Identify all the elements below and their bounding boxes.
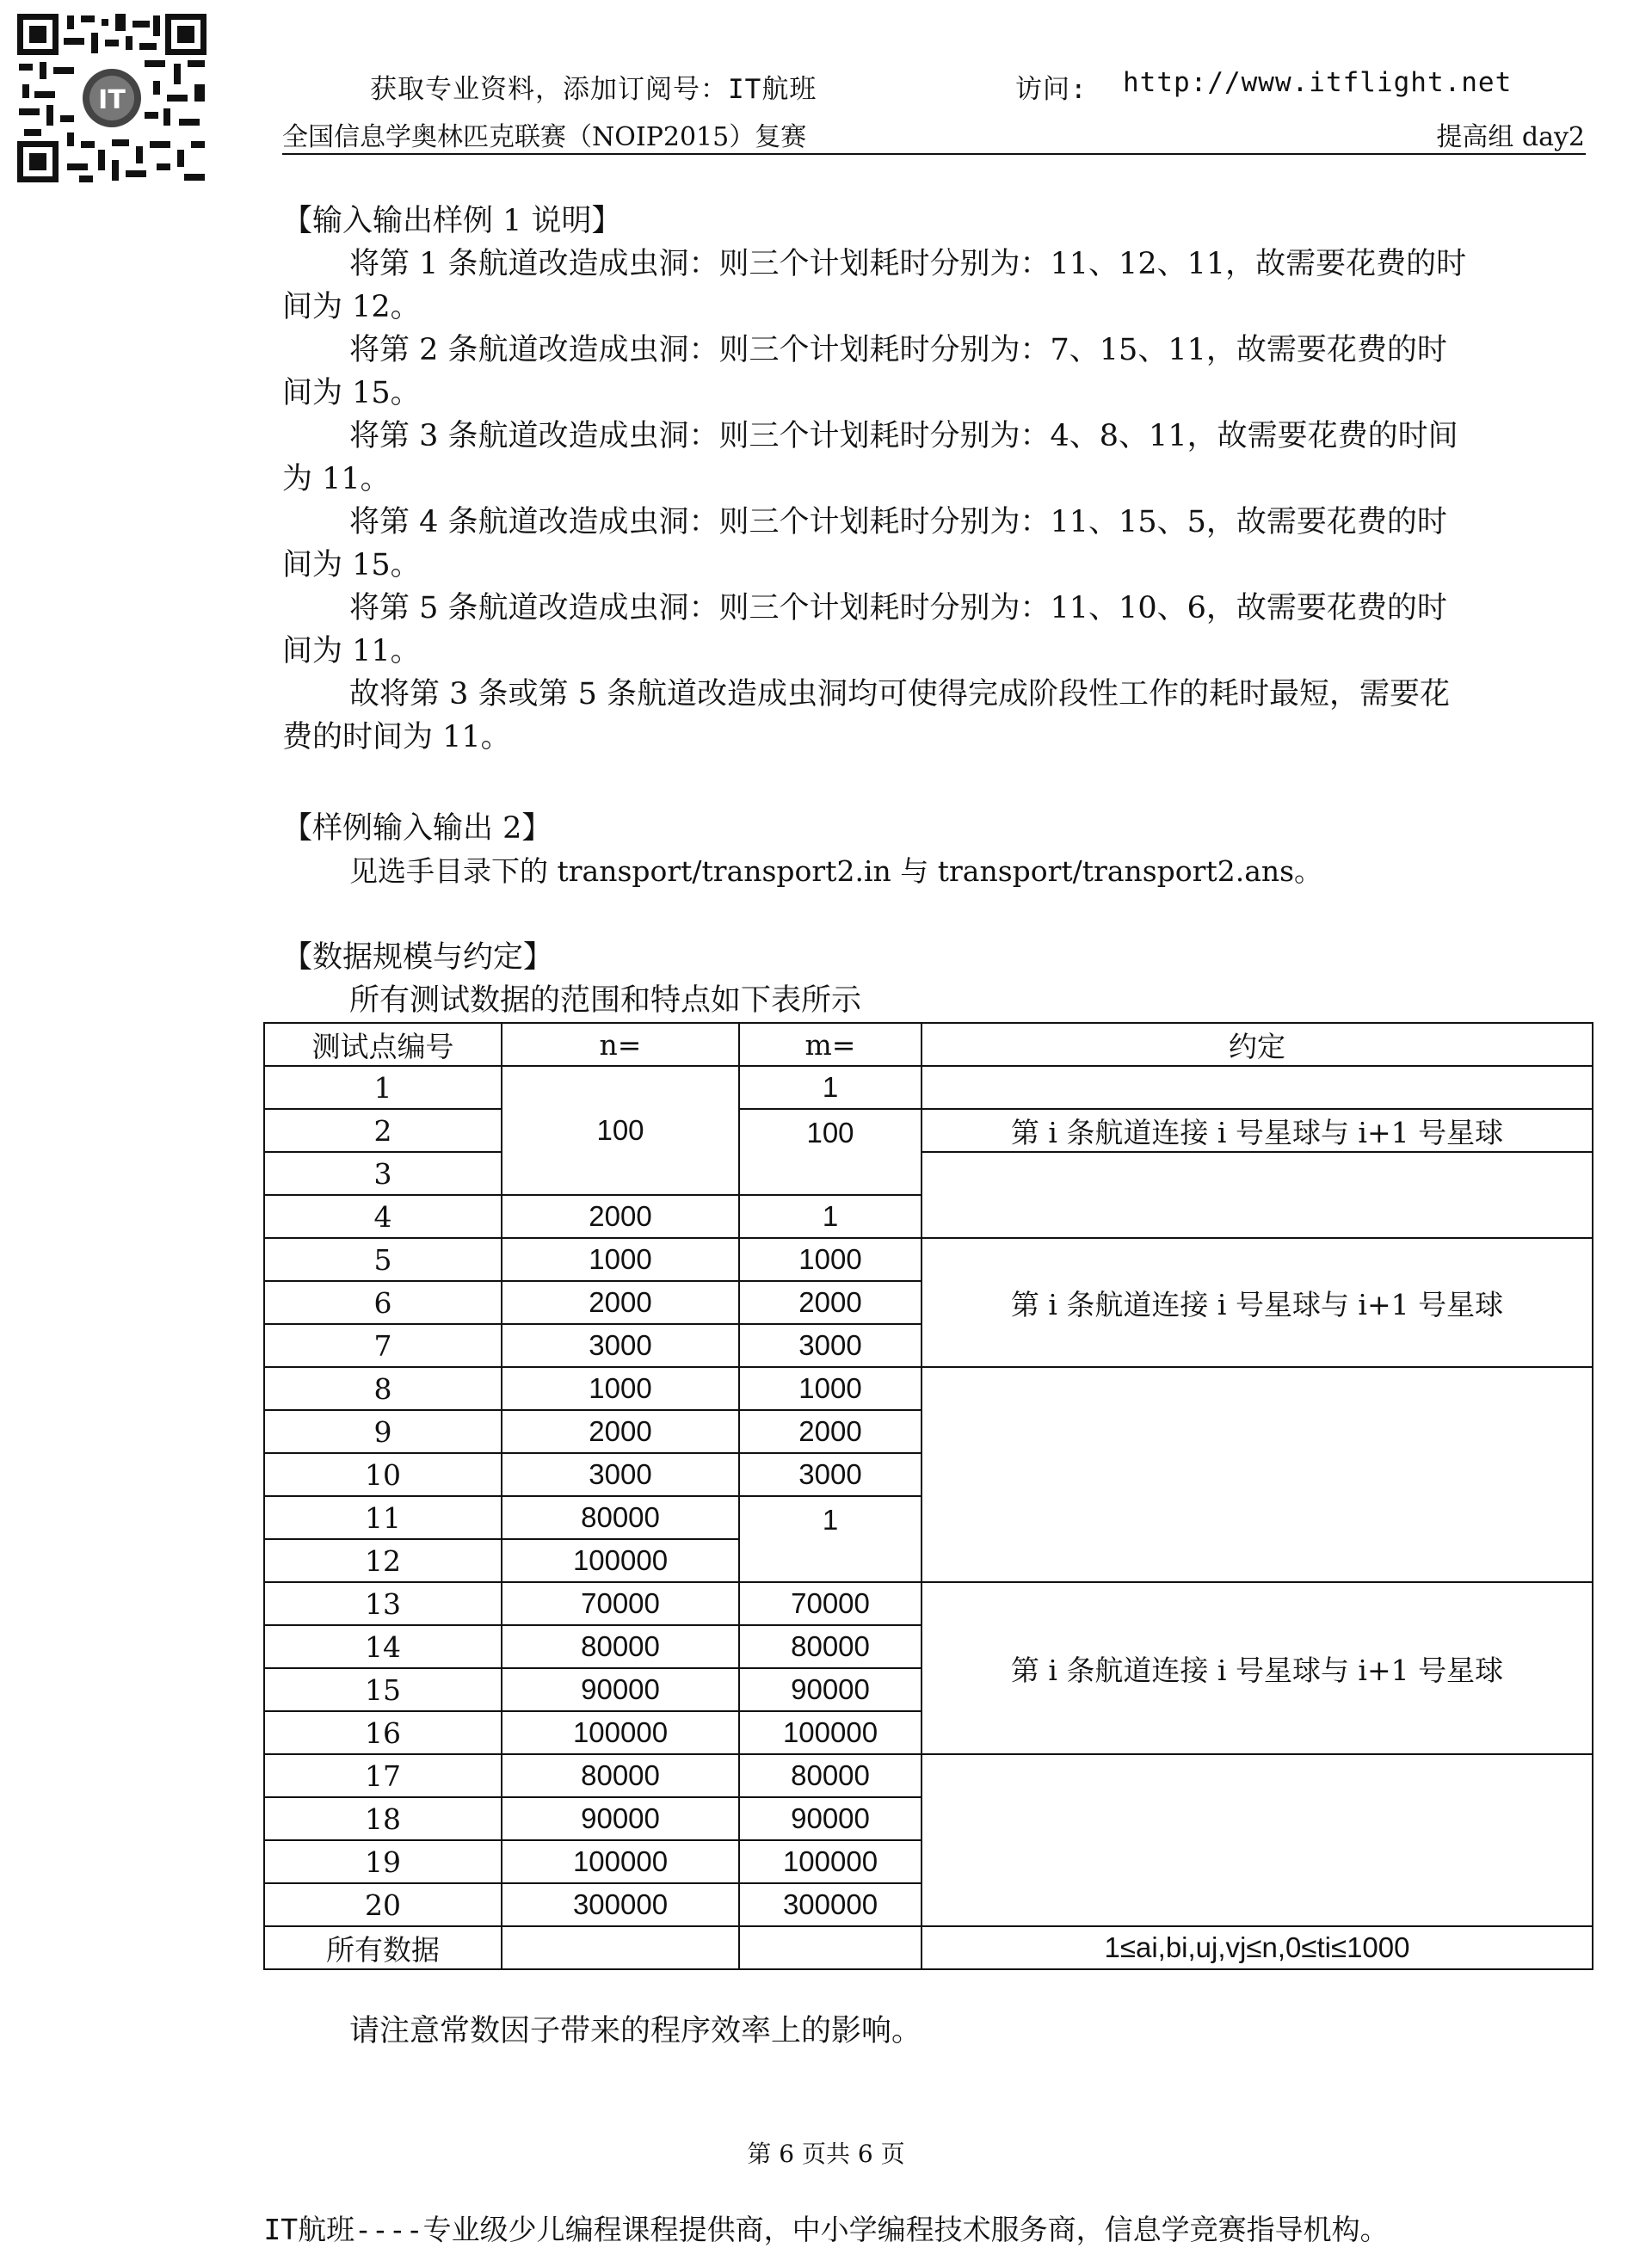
test-id: 19 xyxy=(264,1840,502,1883)
table-header-row xyxy=(264,1023,1593,1066)
constraint-cell xyxy=(922,1152,1593,1238)
constraint-cell: 第 i 条航道连接 i 号星球与 i+1 号星球 xyxy=(922,1238,1593,1367)
test-id: 1 xyxy=(264,1066,502,1109)
n-value: 70000 xyxy=(502,1582,739,1625)
n-value: 2000 xyxy=(502,1410,739,1453)
sample2-line: 见选手目录下的 transport/transport2.in 与 transport/transport2.ans。 xyxy=(349,854,1323,888)
sample2-section xyxy=(282,807,1586,893)
n-value: 80000 xyxy=(502,1754,739,1797)
test-data-table xyxy=(263,1022,1593,1970)
n-value: 2000 xyxy=(502,1281,739,1324)
m-value: 90000 xyxy=(739,1668,922,1711)
table-row xyxy=(264,1066,1593,1109)
test-id: 2 xyxy=(264,1109,502,1152)
constraint-cell xyxy=(922,1066,1593,1109)
n-value: 90000 xyxy=(502,1797,739,1840)
m-value: 80000 xyxy=(739,1625,922,1668)
m-value: 90000 xyxy=(739,1797,922,1840)
m-value: 100 xyxy=(739,1109,922,1195)
explain-line: 故将第 3 条或第 5 条航道改造成虫洞均可使得完成阶段性工作的耗时最短，需要花 xyxy=(349,677,1451,711)
n-value: 100000 xyxy=(502,1711,739,1754)
n-value: 1000 xyxy=(502,1238,739,1281)
explain-line: 将第 5 条航道改造成虫洞：则三个计划耗时分别为：11、10、6，故需要花费的时 xyxy=(349,591,1447,625)
n-value: 90000 xyxy=(502,1668,739,1711)
m-value: 1000 xyxy=(739,1238,922,1281)
explain-line: 将第 4 条航道改造成虫洞：则三个计划耗时分别为：11、15、5，故需要花费的时 xyxy=(349,505,1447,539)
sample2-heading: 【样例输入输出 2】 xyxy=(282,811,552,846)
m-value: 100000 xyxy=(739,1711,922,1754)
m-value: 70000 xyxy=(739,1582,922,1625)
test-id: 3 xyxy=(264,1152,502,1195)
explain-line: 为 11。 xyxy=(282,462,391,496)
test-id: 7 xyxy=(264,1324,502,1367)
header-ad-text: 获取专业资料，添加订阅号：IT航班 xyxy=(370,74,817,105)
table-row xyxy=(264,1109,1593,1152)
test-id: 9 xyxy=(264,1410,502,1453)
test-id: 8 xyxy=(264,1367,502,1410)
explain-line: 费的时间为 11。 xyxy=(282,720,511,754)
explain-line: 将第 1 条航道改造成虫洞：则三个计划耗时分别为：11、12、11，故需要花费的时 xyxy=(349,247,1467,281)
explain-line: 将第 2 条航道改造成虫洞：则三个计划耗时分别为：7、15、11，故需要花费的时 xyxy=(349,333,1447,367)
test-id: 11 xyxy=(264,1496,502,1539)
table-row-all xyxy=(264,1926,1593,1969)
qr-code xyxy=(15,12,208,184)
test-id: 15 xyxy=(264,1668,502,1711)
test-id: 5 xyxy=(264,1238,502,1281)
n-value: 100000 xyxy=(502,1539,739,1582)
efficiency-note: 请注意常数因子带来的程序效率上的影响。 xyxy=(349,2014,922,2048)
all-data-constraint: 1≤ai,bi,uj,vj≤n,0≤ti≤1000 xyxy=(922,1926,1593,1969)
n-value: 80000 xyxy=(502,1496,739,1539)
m-value xyxy=(739,1926,922,1969)
table-header-cell: 测试点编号 xyxy=(264,1023,502,1066)
n-value xyxy=(502,1926,739,1969)
test-id: 12 xyxy=(264,1539,502,1582)
all-data-label: 所有数据 xyxy=(264,1926,502,1969)
n-value: 100000 xyxy=(502,1840,739,1883)
test-id: 20 xyxy=(264,1883,502,1926)
explain-line: 间为 15。 xyxy=(282,548,421,582)
table-row xyxy=(264,1754,1593,1797)
running-header-title: 全国信息学奥林匹克联赛（NOIP2015）复赛 xyxy=(282,122,807,152)
test-id: 13 xyxy=(264,1582,502,1625)
m-value: 2000 xyxy=(739,1410,922,1453)
n-value: 100 xyxy=(502,1066,739,1195)
header-visit-label: 访问: xyxy=(1015,74,1088,105)
table-row xyxy=(264,1367,1593,1410)
m-value: 1 xyxy=(739,1066,922,1109)
constraint-cell xyxy=(922,1367,1593,1582)
scale-intro: 所有测试数据的范围和特点如下表所示 xyxy=(349,983,862,1018)
scale-heading: 【数据规模与约定】 xyxy=(282,940,554,975)
explain-heading: 【输入输出样例 1 说明】 xyxy=(282,204,622,238)
test-id: 18 xyxy=(264,1797,502,1840)
m-value: 2000 xyxy=(739,1281,922,1324)
table-header-cell: n= xyxy=(502,1023,739,1066)
table-header-cell: 约定 xyxy=(922,1023,1593,1066)
test-id: 17 xyxy=(264,1754,502,1797)
n-value: 300000 xyxy=(502,1883,739,1926)
test-id: 16 xyxy=(264,1711,502,1754)
table-row xyxy=(264,1152,1593,1195)
svg-text:IT: IT xyxy=(98,85,126,115)
table-header-cell: m= xyxy=(739,1023,922,1066)
m-value: 1 xyxy=(739,1195,922,1238)
m-value: 1000 xyxy=(739,1367,922,1410)
header-url-link[interactable]: http://www.itflight.net xyxy=(1123,67,1513,98)
m-value: 80000 xyxy=(739,1754,922,1797)
explain-line: 间为 12。 xyxy=(282,290,421,324)
m-value: 100000 xyxy=(739,1840,922,1883)
test-id: 14 xyxy=(264,1625,502,1668)
table-row xyxy=(264,1238,1593,1281)
footer-ad-text: IT航班----专业级少儿编程课程提供商，中小学编程技术服务商，信息学竞赛指导机构。 xyxy=(263,2213,1389,2246)
constraint-cell: 第 i 条航道连接 i 号星球与 i+1 号星球 xyxy=(922,1582,1593,1754)
n-value: 80000 xyxy=(502,1625,739,1668)
n-value: 2000 xyxy=(502,1195,739,1238)
test-id: 10 xyxy=(264,1453,502,1496)
running-header-level: 提高组 day2 xyxy=(1436,122,1585,152)
scale-section xyxy=(282,936,1586,1022)
table-row xyxy=(264,1582,1593,1625)
explain-line: 将第 3 条航道改造成虫洞：则三个计划耗时分别为：4、8、11，故需要花费的时间 xyxy=(349,419,1458,453)
constraint-cell: 第 i 条航道连接 i 号星球与 i+1 号星球 xyxy=(922,1109,1593,1152)
test-id: 4 xyxy=(264,1195,502,1238)
m-value: 300000 xyxy=(739,1883,922,1926)
n-value: 3000 xyxy=(502,1324,739,1367)
n-value: 1000 xyxy=(502,1367,739,1410)
explain-line: 间为 15。 xyxy=(282,376,421,410)
constraint-cell xyxy=(922,1754,1593,1926)
n-value: 3000 xyxy=(502,1453,739,1496)
header-rule xyxy=(282,153,1586,155)
explain-line: 间为 11。 xyxy=(282,634,421,668)
m-value: 1 xyxy=(739,1496,922,1582)
m-value: 3000 xyxy=(739,1453,922,1496)
page-number: 第 6 页共 6 页 xyxy=(747,2140,905,2168)
explain-section xyxy=(282,200,1586,759)
m-value: 3000 xyxy=(739,1324,922,1367)
test-id: 6 xyxy=(264,1281,502,1324)
